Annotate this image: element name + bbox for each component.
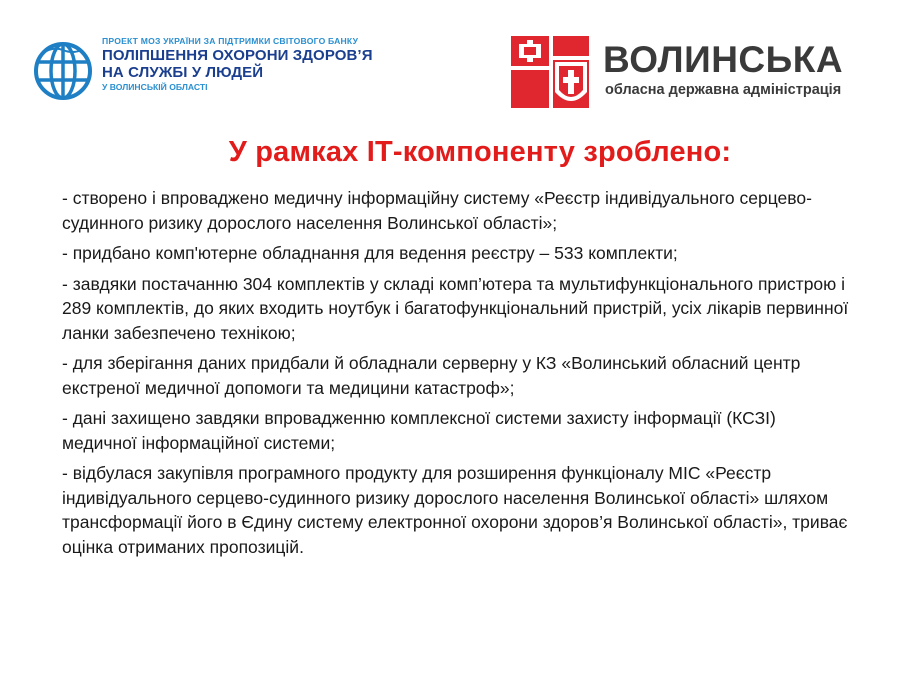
project-title-line-2: НА СЛУЖБІ У ЛЮДЕЙ — [102, 64, 264, 81]
project-region-line: У ВОЛИНСЬКІЙ ОБЛАСТІ — [102, 82, 208, 92]
volyn-emblem-icon — [511, 36, 593, 110]
list-item: - створено і впроваджено медичну інформаційну систему «Реєстр індивідуального серцево-судинного ризику дорослого населення Волинської області»; — [62, 188, 812, 233]
project-title-line-1: ПОЛІПШЕННЯ ОХОРОНИ ЗДОРОВ’Я — [102, 47, 373, 64]
volyn-administration-logo — [511, 36, 871, 112]
list-item: - для зберігання даних придбали й обладнали серверну у КЗ «Волинський обласний центр екстреної медичної допомоги та медицини катастроф»; — [62, 353, 801, 398]
slide-title: У рамках ІТ-компоненту зроблено: — [228, 136, 732, 168]
slide-content — [62, 186, 852, 565]
list-item: - відбулася закупівля програмного продукту для розширення функціоналу МІС «Реєстр індивідуального серцево-судинного ризику дорослого населення Волинської області» шляхом трансформації його в Єдину систему електронної охорони здоров’я Волинської області», триває оцінка отриманих пропозицій. — [62, 463, 848, 557]
administration-subtitle: обласна державна адміністрація — [605, 82, 842, 98]
globe-icon — [32, 40, 94, 102]
world-bank-project-logo — [32, 36, 402, 104]
project-line: ПРОЕКТ МОЗ УКРАЇНИ ЗА ПІДТРИМКИ СВІТОВОГО БАНКУ — [102, 36, 359, 46]
list-item: - придбано комп'ютерне обладнання для ведення реєстру – 533 комплекти; — [62, 243, 678, 263]
project-text-block — [102, 36, 373, 93]
list-item: - дані захищено завдяки впровадженню комплексної системи захисту інформації (КСЗІ) медичної інформаційної системи; — [62, 408, 776, 453]
region-name: ВОЛИНСЬКА — [603, 39, 844, 80]
list-item: - завдяки постачанню 304 комплектів у складі комп’ютера та мультифункціонального пристрою і 289 комплектів, до яких входить ноутбук і багатофункціональний пристрій, усіх лікарів первинної ланки забезпечено технікою; — [62, 273, 849, 343]
